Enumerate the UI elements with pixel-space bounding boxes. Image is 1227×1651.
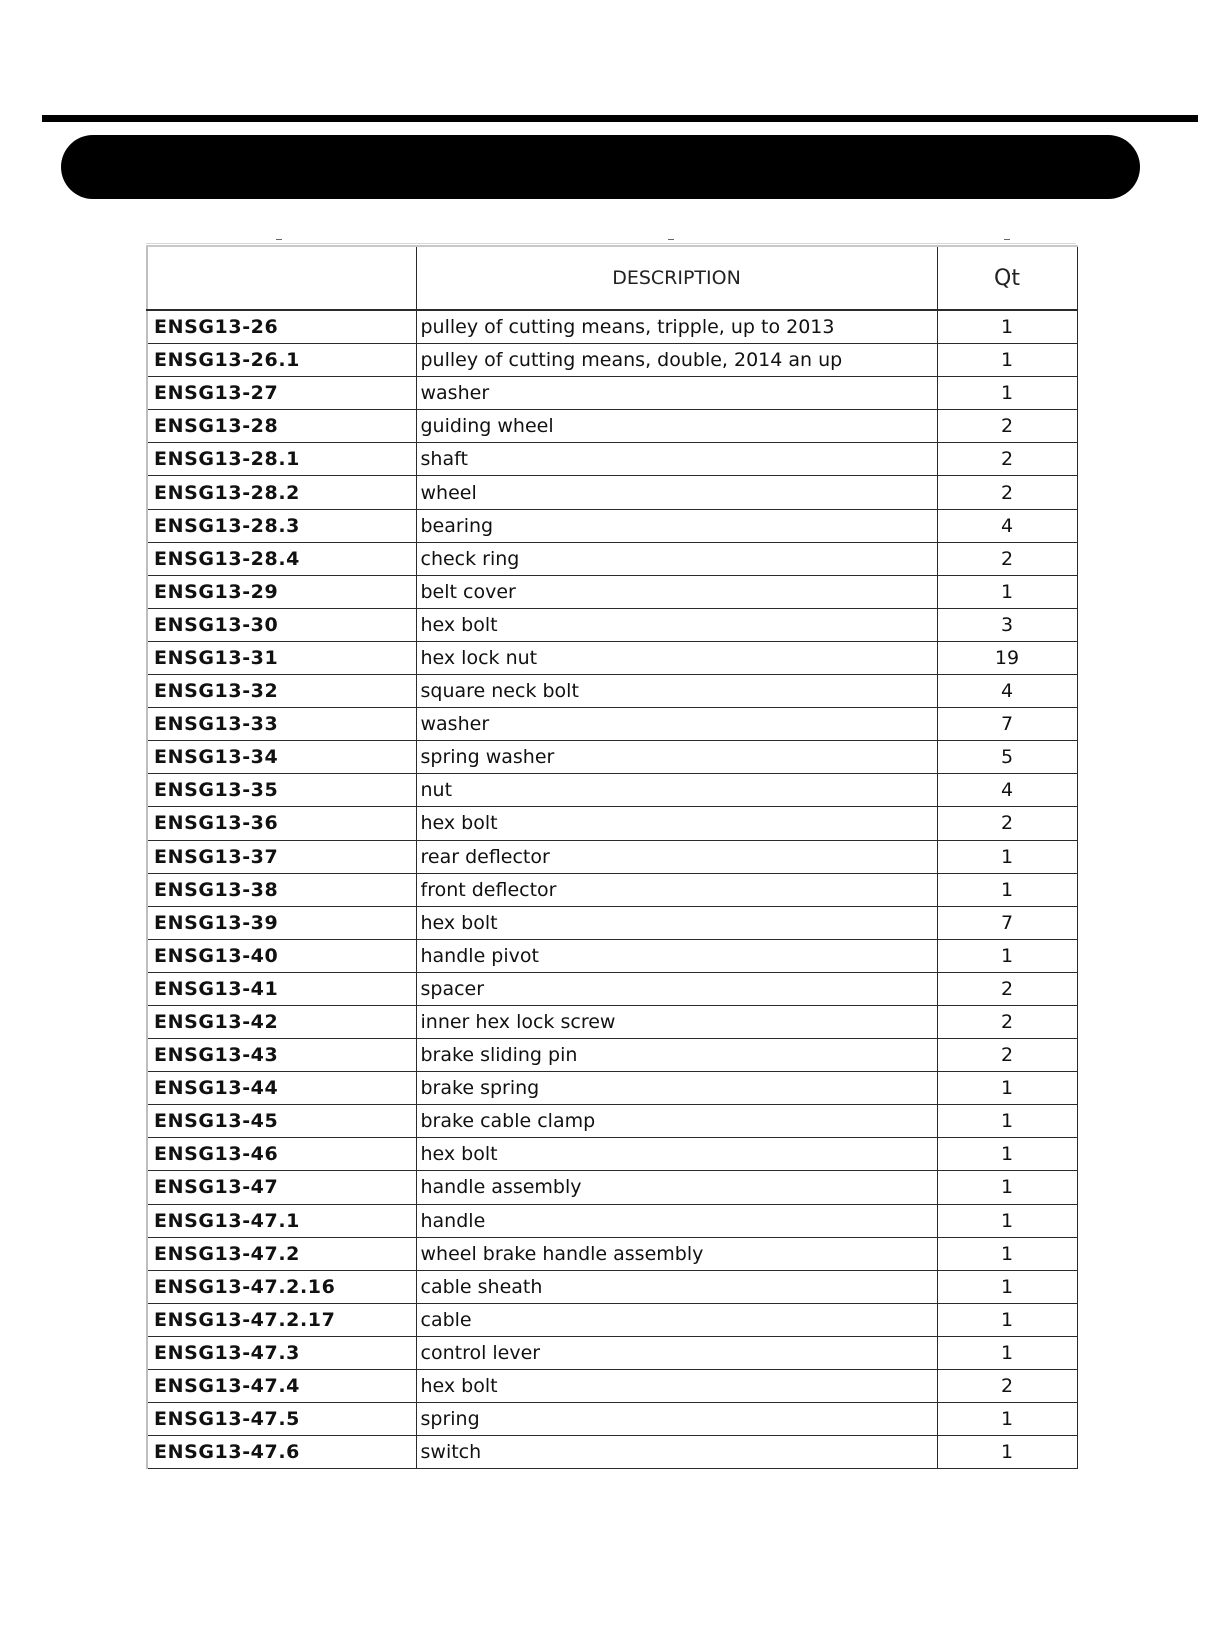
- table-row: [147, 608, 1077, 641]
- quantity-cell: 7: [937, 906, 1077, 939]
- table-row: [147, 1270, 1077, 1303]
- part-code-cell: ENSG13-46: [147, 1138, 416, 1171]
- quantity-cell: 1: [937, 1403, 1077, 1436]
- quantity-cell: 1: [937, 1171, 1077, 1204]
- part-code-cell: ENSG13-37: [147, 840, 416, 873]
- table-row: [147, 1336, 1077, 1369]
- table-row: [147, 1403, 1077, 1436]
- part-code-cell: ENSG13-47.2: [147, 1237, 416, 1270]
- description-cell: rear deflector: [416, 840, 937, 873]
- quantity-cell: 1: [937, 1204, 1077, 1237]
- part-code-cell: ENSG13-38: [147, 873, 416, 906]
- quantity-cell: 1: [937, 1436, 1077, 1469]
- quantity-cell: 4: [937, 675, 1077, 708]
- part-code-cell: ENSG13-39: [147, 906, 416, 939]
- quantity-cell: 2: [937, 410, 1077, 443]
- description-cell: hex bolt: [416, 1370, 937, 1403]
- description-cell: nut: [416, 774, 937, 807]
- description-cell: spring: [416, 1403, 937, 1436]
- table-row: [147, 708, 1077, 741]
- part-code-cell: ENSG13-34: [147, 741, 416, 774]
- description-cell: check ring: [416, 542, 937, 575]
- quantity-cell: 1: [937, 1270, 1077, 1303]
- part-code-cell: ENSG13-26.1: [147, 344, 416, 377]
- table-row: [147, 344, 1077, 377]
- description-cell: brake sliding pin: [416, 1039, 937, 1072]
- table-row: [147, 939, 1077, 972]
- part-code-cell: ENSG13-28: [147, 410, 416, 443]
- quantity-cell: 2: [937, 972, 1077, 1005]
- description-cell: control lever: [416, 1336, 937, 1369]
- table-row: [147, 906, 1077, 939]
- description-cell: handle pivot: [416, 939, 937, 972]
- quantity-cell: 5: [937, 741, 1077, 774]
- description-cell: inner hex lock screw: [416, 1005, 937, 1038]
- quantity-cell: 4: [937, 509, 1077, 542]
- table-row: [147, 774, 1077, 807]
- header-code: [147, 246, 416, 310]
- description-cell: hex bolt: [416, 807, 937, 840]
- part-code-cell: ENSG13-47.1: [147, 1204, 416, 1237]
- quantity-cell: 1: [937, 377, 1077, 410]
- parts-table: [146, 245, 1078, 1469]
- description-cell: hex lock nut: [416, 641, 937, 674]
- table-body: [147, 310, 1077, 1469]
- part-code-cell: ENSG13-45: [147, 1105, 416, 1138]
- quantity-cell: 1: [937, 1336, 1077, 1369]
- description-cell: brake spring: [416, 1072, 937, 1105]
- quantity-cell: 2: [937, 1005, 1077, 1038]
- description-cell: shaft: [416, 443, 937, 476]
- table-row: [147, 1039, 1077, 1072]
- quantity-cell: 1: [937, 575, 1077, 608]
- description-cell: pulley of cutting means, tripple, up to 2013: [416, 310, 937, 344]
- table-row: [147, 1237, 1077, 1270]
- quantity-cell: 19: [937, 641, 1077, 674]
- table-row: [147, 443, 1077, 476]
- description-cell: brake cable clamp: [416, 1105, 937, 1138]
- table-row: [147, 1171, 1077, 1204]
- quantity-cell: 1: [937, 1138, 1077, 1171]
- quantity-cell: 2: [937, 807, 1077, 840]
- part-code-cell: ENSG13-43: [147, 1039, 416, 1072]
- quantity-cell: 1: [937, 310, 1077, 344]
- quantity-cell: 7: [937, 708, 1077, 741]
- table-row: [147, 741, 1077, 774]
- description-cell: handle assembly: [416, 1171, 937, 1204]
- table-row: [147, 972, 1077, 1005]
- part-code-cell: ENSG13-29: [147, 575, 416, 608]
- parts-sheet: [146, 245, 1076, 1469]
- part-code-cell: ENSG13-36: [147, 807, 416, 840]
- table-row: [147, 840, 1077, 873]
- description-cell: pulley of cutting means, double, 2014 an up: [416, 344, 937, 377]
- table-row: [147, 1072, 1077, 1105]
- part-code-cell: ENSG13-28.4: [147, 542, 416, 575]
- description-cell: guiding wheel: [416, 410, 937, 443]
- quantity-cell: 4: [937, 774, 1077, 807]
- part-code-cell: ENSG13-41: [147, 972, 416, 1005]
- quantity-cell: 1: [937, 1237, 1077, 1270]
- description-cell: spacer: [416, 972, 937, 1005]
- table-row: [147, 410, 1077, 443]
- description-cell: cable: [416, 1303, 937, 1336]
- quantity-cell: 1: [937, 873, 1077, 906]
- header-description: DESCRIPTION: [416, 246, 937, 310]
- part-code-cell: ENSG13-28.1: [147, 443, 416, 476]
- quantity-cell: 2: [937, 1039, 1077, 1072]
- table-row: [147, 1138, 1077, 1171]
- part-code-cell: ENSG13-47: [147, 1171, 416, 1204]
- table-row: [147, 1303, 1077, 1336]
- part-code-cell: ENSG13-47.4: [147, 1370, 416, 1403]
- part-code-cell: ENSG13-44: [147, 1072, 416, 1105]
- table-header-row: [147, 246, 1077, 310]
- quantity-cell: 1: [937, 344, 1077, 377]
- quantity-cell: 2: [937, 1370, 1077, 1403]
- description-cell: hex bolt: [416, 608, 937, 641]
- quantity-cell: 1: [937, 1303, 1077, 1336]
- description-cell: wheel: [416, 476, 937, 509]
- part-code-cell: ENSG13-27: [147, 377, 416, 410]
- quantity-cell: 1: [937, 939, 1077, 972]
- part-code-cell: ENSG13-42: [147, 1005, 416, 1038]
- part-code-cell: ENSG13-47.3: [147, 1336, 416, 1369]
- table-row: [147, 377, 1077, 410]
- table-row: [147, 509, 1077, 542]
- description-cell: spring washer: [416, 741, 937, 774]
- part-code-cell: ENSG13-47.2.17: [147, 1303, 416, 1336]
- description-cell: washer: [416, 377, 937, 410]
- table-row: [147, 1005, 1077, 1038]
- table-row: [147, 641, 1077, 674]
- description-cell: cable sheath: [416, 1270, 937, 1303]
- description-cell: bearing: [416, 509, 937, 542]
- table-row: [147, 476, 1077, 509]
- description-cell: hex bolt: [416, 1138, 937, 1171]
- description-cell: belt cover: [416, 575, 937, 608]
- description-cell: handle: [416, 1204, 937, 1237]
- part-code-cell: ENSG13-47.5: [147, 1403, 416, 1436]
- table-row: [147, 1370, 1077, 1403]
- part-code-cell: ENSG13-28.2: [147, 476, 416, 509]
- column-marks: [146, 243, 1076, 248]
- part-code-cell: ENSG13-31: [147, 641, 416, 674]
- table-row: [147, 1105, 1077, 1138]
- part-code-cell: ENSG13-26: [147, 310, 416, 344]
- part-code-cell: ENSG13-33: [147, 708, 416, 741]
- quantity-cell: 3: [937, 608, 1077, 641]
- table-row: [147, 675, 1077, 708]
- description-cell: hex bolt: [416, 906, 937, 939]
- part-code-cell: ENSG13-40: [147, 939, 416, 972]
- title-banner: [61, 135, 1140, 199]
- part-code-cell: ENSG13-47.6: [147, 1436, 416, 1469]
- part-code-cell: ENSG13-28.3: [147, 509, 416, 542]
- part-code-cell: ENSG13-35: [147, 774, 416, 807]
- quantity-cell: 2: [937, 476, 1077, 509]
- table-row: [147, 310, 1077, 344]
- table-row: [147, 1204, 1077, 1237]
- quantity-cell: 1: [937, 1105, 1077, 1138]
- quantity-cell: 1: [937, 1072, 1077, 1105]
- table-row: [147, 873, 1077, 906]
- part-code-cell: ENSG13-30: [147, 608, 416, 641]
- quantity-cell: 1: [937, 840, 1077, 873]
- description-cell: washer: [416, 708, 937, 741]
- table-row: [147, 542, 1077, 575]
- description-cell: front deflector: [416, 873, 937, 906]
- header-qty: Qt: [937, 246, 1077, 310]
- description-cell: switch: [416, 1436, 937, 1469]
- quantity-cell: 2: [937, 542, 1077, 575]
- table-row: [147, 1436, 1077, 1469]
- part-code-cell: ENSG13-47.2.16: [147, 1270, 416, 1303]
- table-row: [147, 575, 1077, 608]
- description-cell: square neck bolt: [416, 675, 937, 708]
- table-row: [147, 807, 1077, 840]
- part-code-cell: ENSG13-32: [147, 675, 416, 708]
- quantity-cell: 2: [937, 443, 1077, 476]
- description-cell: wheel brake handle assembly: [416, 1237, 937, 1270]
- top-rule: [42, 115, 1198, 122]
